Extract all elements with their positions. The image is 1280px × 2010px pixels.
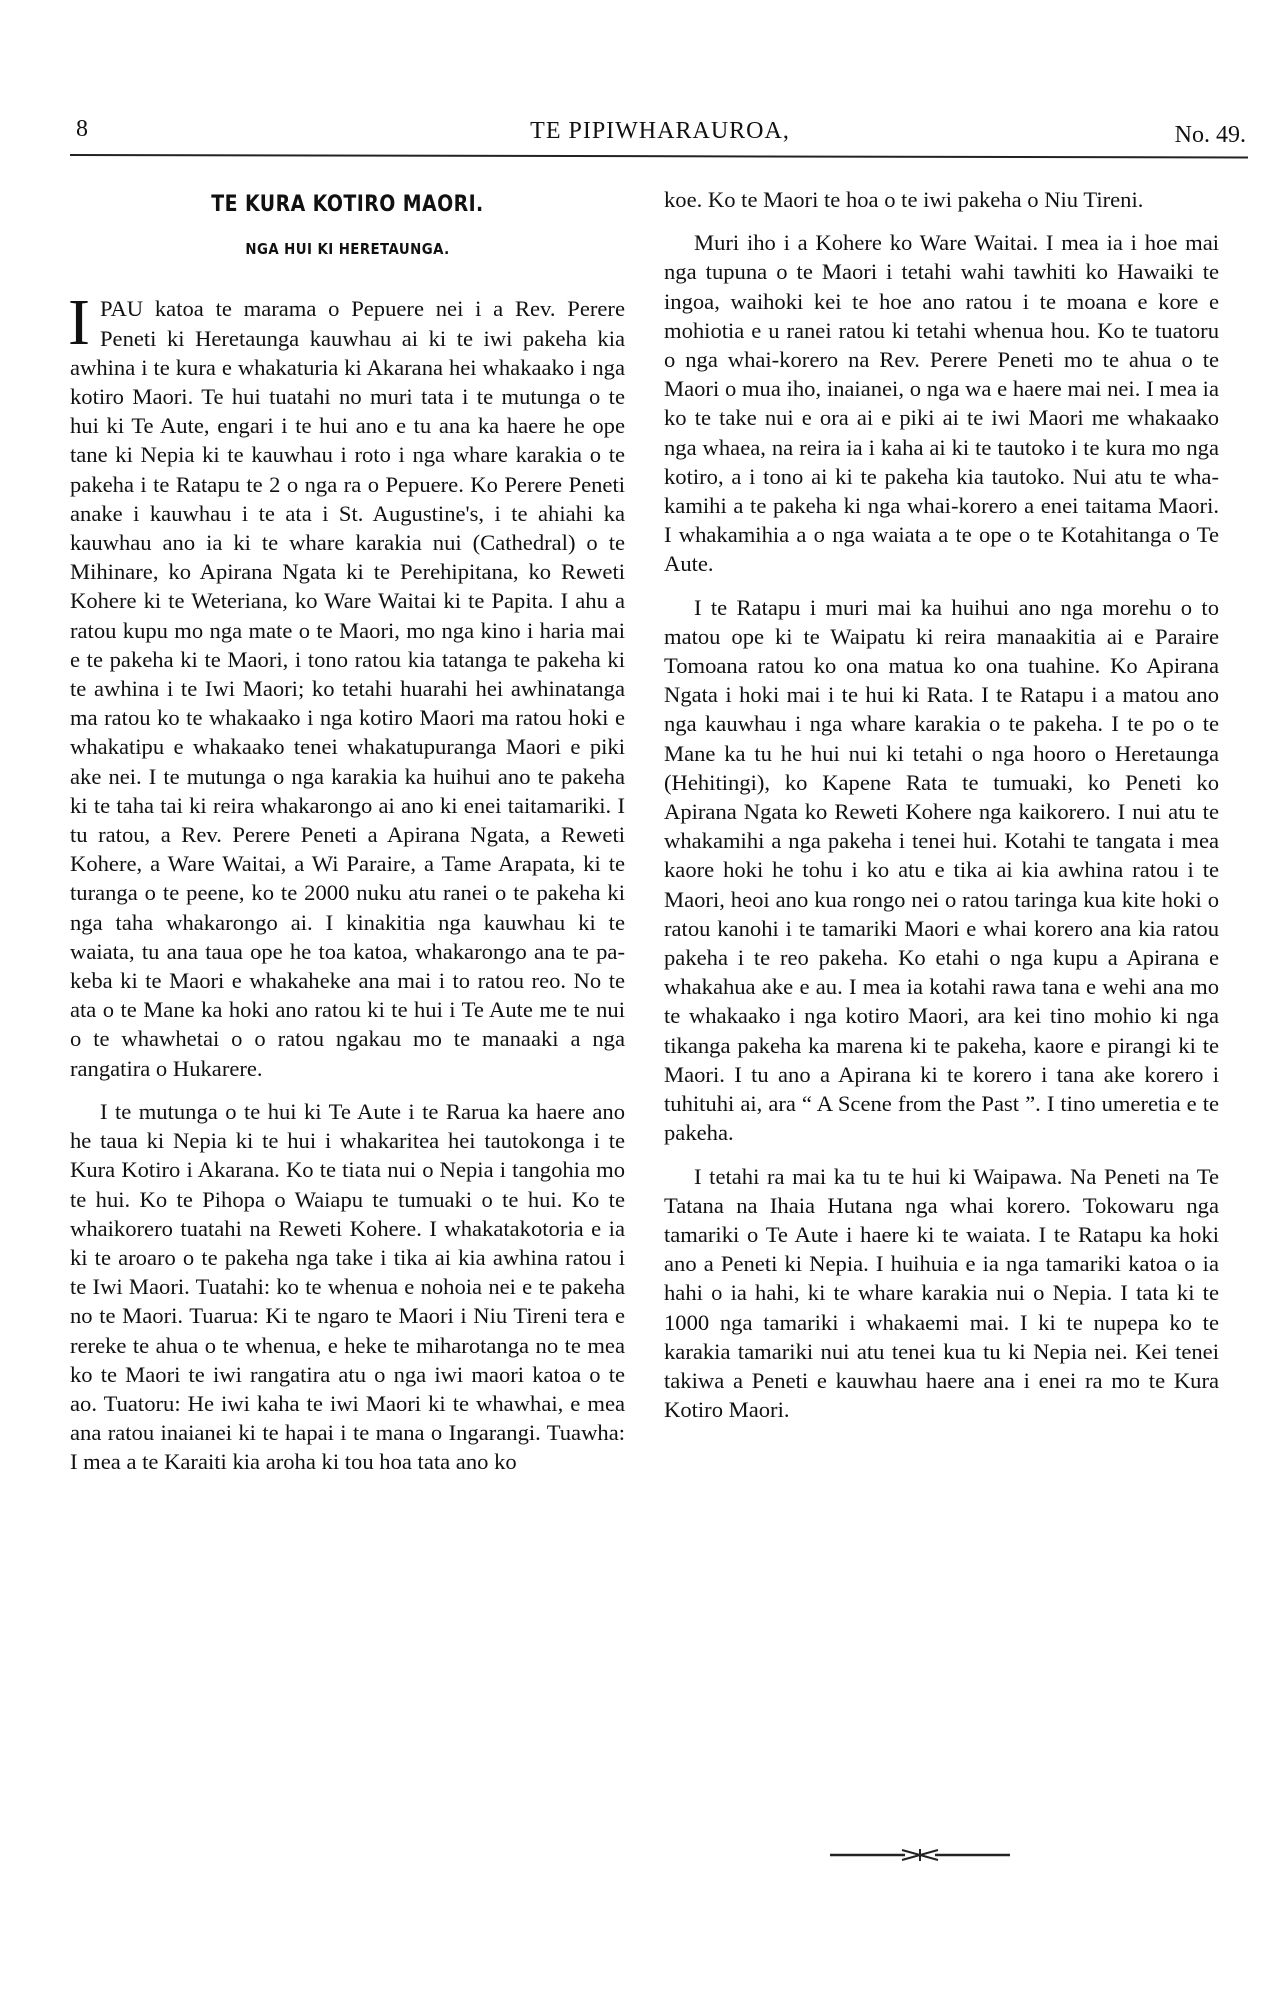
article-title: TE KURA KOTIRO MAORI. xyxy=(211,192,484,217)
article-paragraph: Muri iho i a Kohere ko Ware Waitai. I mea ia i hoe mai nga tupuna o te Maori i tetahi wahi tawhiti ko Hawaiki te ingoa, waihoki kei te hoe ano ratou i te moana e kore e mohiotia e u ranei ratou ki tetahi whenua hou. Ko te tuatoru o nga whai-korero na Rev. Perere Peneti mo te ahua o te Maori o mua iho, inaianei, o nga wa e haere mai nei. I mea ia ko te take nui e ora ai e piki ai te iwi Maori me whakaako nga whaea, na reira ia i kaha ai ki te tautoko i te kura mo nga kotiro, a i tono ai ki te pakeha kia tautoko. Nui atu te whakamihi a te pakeha ki nga whai-korero a enei taitama Maori. I whakamihia a o nga waiata a te ope o te Kotahitanga o Te Aute. xyxy=(664,230,1219,577)
article-paragraph xyxy=(68,286,625,1082)
page-number: 8 xyxy=(76,116,88,142)
right-column xyxy=(664,185,1219,1438)
article-paragraph: I te mutunga o te hui ki Te Aute i te Rarua ka haere ano he taua ki Nepia ki te hui i whakaritea hei tautokonga i te Kura Kotiro i Akarana. Ko te tiata nui o Nepia i tangohia mo te hui. Ko te Pihopa o Waiapu te tumuaki o te hui. Ko te whaikorero tuatahi na Reweti Kohere. I whakatakotoria e ia ki te aroaro o te pakeha nga take i tika ai kia awhina ratou i te Iwi Maori. Tuatahi: ko te whenua e nohoia nei e te pakeha no te Maori. Tuarua: Ki te ngaro te Maori i Niu Tireni tera e rereke te ahua o te whenua, e heke te miharotanga no te mea ko te Maori te iwi rangatira atu o nga iwi maori katoa o te ao. Tuatoru: He iwi kaha te iwi Maori ki te whawhai, e mea ana ratou inaianei ki te hapai i te mana o Ingarangi. Tuawha: I mea a te Karaiti kia aroha ki tou hoa tata ano ko xyxy=(70,1098,625,1475)
header-rule xyxy=(70,154,1248,158)
page-header xyxy=(70,110,1250,150)
article-paragraph: I te Ratapu i muri mai ka huihui ano nga morehu o to matou ope ki te Waipatu ki reira manaakitia ai e Paraire Tomoana ratou ko ona matua ko ona tuahine. Ko Apirana Ngata i hoki mai i te hui ki Rata. I te Ratapu i a matou ano nga kauwhau i nga whare karakia o te pakeha. I te po o te Mane ka tu he hui nui ki tetahi o nga hooro o Heretaunga (Hehitingi), ko Kapene Rata te tumuaki, ko Peneti ko Apirana Ngata ko Reweti Kohere nga kaikorero. I nui atu te whakamihi a nga pakeha i tenei hui. Kotahi te tangata i mea kaore hoki he tohu i ko atu e tika ai kia awhina ratou i te Maori, heoi ano kua rongo nei o ratou taringa kua kite hoki o ratou kanohi i te tamariki Maori e whai korero ana kia ratou pakeha i te reo pakeha. Ko etahi o nga kupu a Apirana e whakahua ake e au. I mea ia kotahi rawa tana e wehi ana mo te whakaako i nga kotiro Maori, ara kei tino mohio ki nga tikanga pakeha ka marena ki te pakeha, kaore e pirangi ki te Maori. I tu ano a Apirana ki te korero i tana ake korero i tuhituhi ai, ara “ A Scene from the Past ”. I tino umeretia e te pakeha. xyxy=(664,594,1219,1146)
article-paragraph: koe. Ko te Maori te hoa o te iwi pakeha o Niu Tireni. xyxy=(664,187,1144,212)
article-paragraph: I tetahi ra mai ka tu te hui ki Waipawa. Na Peneti na Te Tatana na Ihaia Hutana nga whai korero. Tokowaru nga tamariki o Te Aute i haere ki te waiata. I te Ratapu ka hoki ano a Peneti ki Nepia. I huihuia e ia nga tamariki katoa o ia hahi o ia hahi, ki te whare karakia nui o Nepia. I tata ki te 1000 nga tamariki i whakaemi mai. I ki te nupepa ko te karakia tamariki nui atu tenei kua tu ki Nepia nei. Kei tenei takiwa a Peneti e kauwhau haere ana i enei ra mo te Kura Kotiro Maori. xyxy=(664,1163,1219,1423)
article-subtitle: NGA HUI KI HERETAUNGA. xyxy=(245,240,450,259)
drop-cap: I xyxy=(68,286,90,360)
paragraph-text: PAU katoa te marama o Pepuere nei i a Rev. Perere Peneti ki Heretaunga kauwhau ai ki te iwi pakeha kia awhina i te kura e whakaturia ki Akarana hei whakaako i nga kotiro Maori. Te hui tuatahi no muri tata i te mutunga o te hui ki Te Aute, engari i te hui ano e tu ana ka haere he ope tane ki Nepia ki te kauwhau i roto i nga whare karakia o te pakeha i te Ratapu te 2 o nga ra o Pepuere. Ko Perere Peneti anake i kauwhau i te ata i St. Augustine's, i te ahiahi ka kauwhau ano ia ki te whare karakia nui (Cathedral) o te Mihinare, ko Apirana Ngata ki te Perehipitana, ko Reweti Kohere ki te Weteriana, ko Ware Waitai ki te Papita. I ahu a ratou kupu mo nga mate o te Maori, mo nga kino i haria mai e te pakeha ki te Maori, i tono ratou kia tatanga te pakeha ki te awhina i te Iwi Maori; ko tetahi huarahi hei awhinatanga ma ratou ko te whakaako i nga kotiro Maori ma ratou hoki e whakatipu e whakaako tenei whakatupuranga Maori e piki ake nei. I te mutunga o nga karakia ka huihui ano te pakeha ki te taha tai ki reira whakarongo ai ano ki enei taitamariki. I tu ratou, a Rev. Perere Peneti a Apirana Ngata, a Reweti Kohere, a Ware Waitai, a Wi Paraire, a Tame Arapata, ki te turanga o te peene, ko te 2000 nuku atu ranei o te pakeha ki nga taha whakarongo ai. I kinakitia nga kauwhau ki te waiata, tu ana taua ope he toa katoa, whakarongo ana te pakeba ki te Maori e whakaheke ana mai i to ratou reo. No te ata o te Mane ka hoki ano ratou ki te hui i Te Aute me te nui o te whawhetai o o ratou ngakau mo te manaaki a nga rangatira o Hukarere. xyxy=(70,296,625,1081)
left-column xyxy=(70,190,625,1491)
section-end-flourish-icon xyxy=(830,1845,1010,1865)
masthead-title: TE PIPIWHARAUROA, xyxy=(530,118,790,144)
issue-number: No. 49. xyxy=(1174,122,1246,148)
